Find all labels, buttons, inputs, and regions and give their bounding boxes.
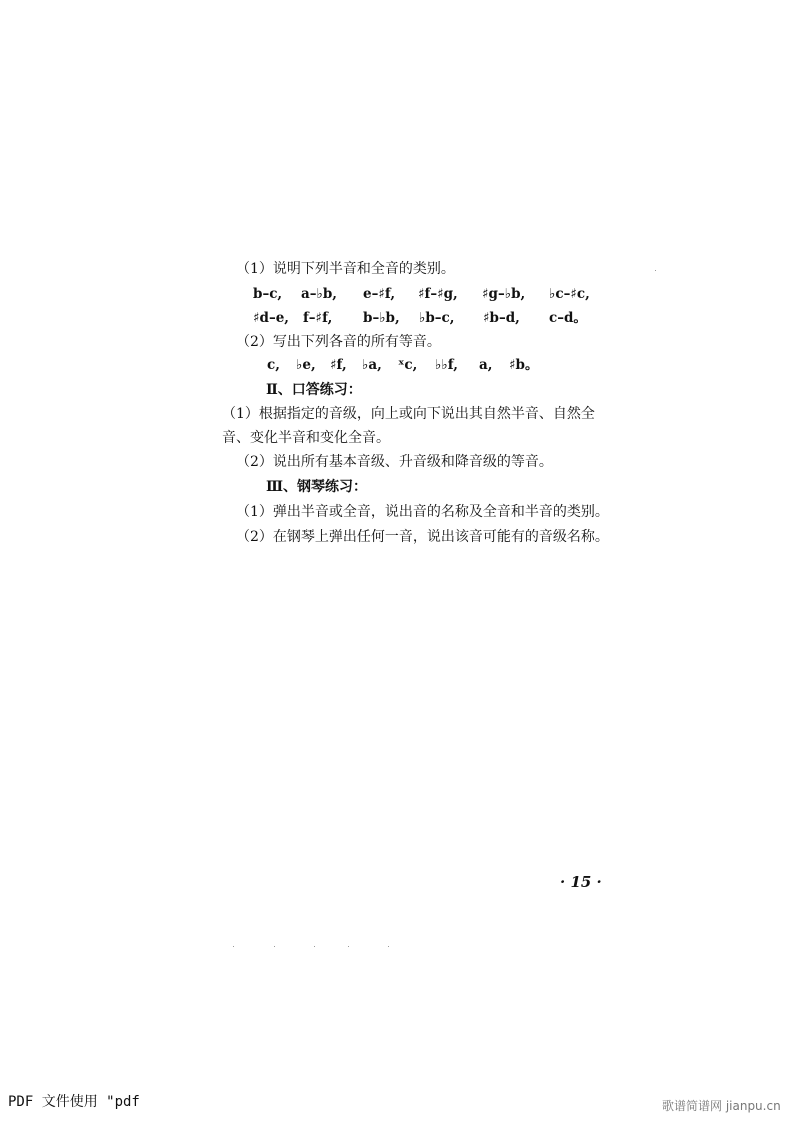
- interval-item: ♭b–c,: [419, 310, 455, 326]
- scan-speck: [348, 946, 349, 947]
- note-item: ♯f,: [330, 357, 347, 373]
- scan-speck: [655, 270, 656, 271]
- interval-item: b–♭b,: [363, 310, 400, 326]
- note-item: c,: [267, 357, 280, 373]
- watermark-text: 歌谱简谱网 jianpu.cn: [662, 1099, 781, 1113]
- question-1-text: （1）说明下列半音和全音的类别。: [236, 261, 455, 277]
- footer-text: PDF 文件使用 "pdf: [8, 1094, 140, 1110]
- interval-item: e–♯f,: [363, 286, 396, 302]
- section-3-item-1: （1）弹出半音或全音，说出音的名称及全音和半音的类别。: [236, 504, 609, 520]
- scan-speck: [274, 946, 275, 947]
- interval-item: ♯b–d,: [483, 310, 520, 326]
- interval-item: c–d。: [549, 310, 587, 326]
- note-item: ♭♭f,: [435, 357, 458, 373]
- note-item: ♭e,: [296, 357, 316, 373]
- note-item: ♭a,: [362, 357, 382, 373]
- interval-item: ♯f–♯g,: [418, 286, 458, 302]
- section-3-heading: Ⅲ、钢琴练习：: [266, 479, 368, 495]
- page-number: · 15 ·: [560, 873, 602, 891]
- interval-item: ♭c–♯c,: [549, 286, 590, 302]
- note-item: ˣc,: [398, 357, 418, 373]
- section-2-heading: Ⅱ、口答练习：: [266, 382, 362, 398]
- interval-row-1: [253, 285, 613, 303]
- interval-item: ♯d–e,: [253, 310, 290, 326]
- interval-item: a–♭b,: [301, 286, 338, 302]
- scan-speck: [314, 946, 315, 947]
- section-2-item-1-line-2: 音、变化半音和变化全音。: [222, 430, 390, 446]
- note-row: [267, 356, 567, 374]
- question-2-text: （2）写出下列各音的所有等音。: [236, 334, 441, 350]
- interval-row-2: [253, 309, 613, 327]
- interval-item: f–♯f,: [303, 310, 333, 326]
- note-item: a,: [479, 357, 493, 373]
- section-2-item-2: （2）说出所有基本音级、升音级和降音级的等音。: [236, 454, 553, 470]
- scan-speck: [388, 946, 389, 947]
- interval-item: ♯g–♭b,: [482, 286, 526, 302]
- scan-speck: [233, 946, 234, 947]
- section-2-item-1-line-1: （1）根据指定的音级，向上或向下说出其自然半音、自然全: [222, 406, 595, 422]
- note-item: ♯b。: [509, 357, 539, 373]
- section-3-item-2: （2）在钢琴上弹出任何一音，说出该音可能有的音级名称。: [236, 529, 609, 545]
- interval-item: b–c,: [253, 286, 283, 302]
